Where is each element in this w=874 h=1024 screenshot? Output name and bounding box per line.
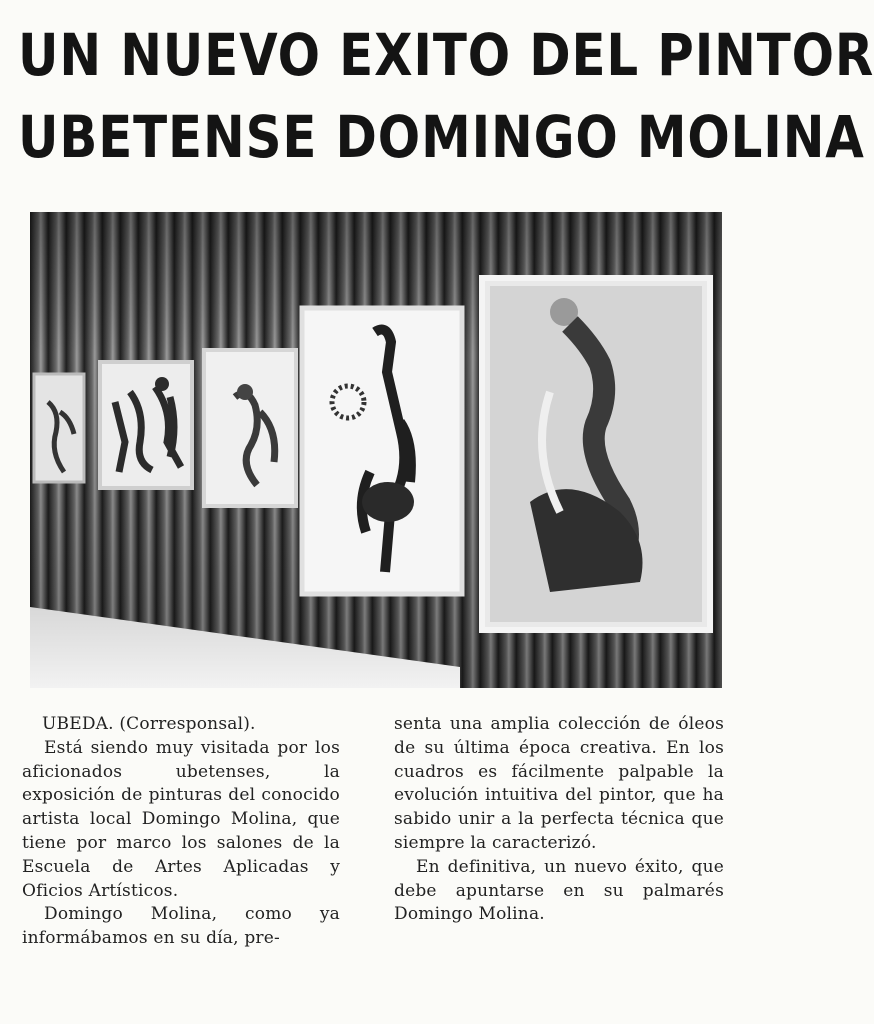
- headline: [18, 14, 874, 178]
- exhibition-photo-illustration: [30, 212, 722, 688]
- headline-line-2: UBETENSE DOMINGO MOLINA: [18, 103, 865, 171]
- paragraph-2-continuation: senta una amplia colección de óleos de su última época creativa. En los cuadros es fácilmente palpable la evolución intuitiva del pintor, que ha sabido unir a la perfecta técnica que siempre la caracterizó.: [394, 714, 724, 853]
- exhibition-photo: [30, 212, 722, 688]
- headline-line-1: UN NUEVO EXITO DEL PINTOR: [18, 21, 874, 89]
- article-column-right: [394, 713, 724, 927]
- paragraph-3: En definitiva, un nuevo éxito, que debe apuntarse en su palmarés Domingo Molina.: [394, 856, 724, 925]
- article-column-left: [22, 713, 340, 951]
- byline: UBEDA. (Corresponsal).: [42, 714, 256, 734]
- painting-1: [34, 374, 84, 482]
- paragraph-2-start: Domingo Molina, como ya informábamos en su día, pre-: [22, 904, 340, 949]
- painting-3: [204, 350, 296, 506]
- paragraph-1: Está siendo muy visitada por los aficionados ubetenses, la exposición de pinturas del conocido artista local Domingo Molina, que tiene por marco los salones de la Escuela de Artes Aplicadas y Oficios Artísticos.: [22, 737, 340, 901]
- painting-5: [482, 278, 710, 630]
- painting-2: [100, 362, 192, 488]
- painting-4: [302, 308, 462, 594]
